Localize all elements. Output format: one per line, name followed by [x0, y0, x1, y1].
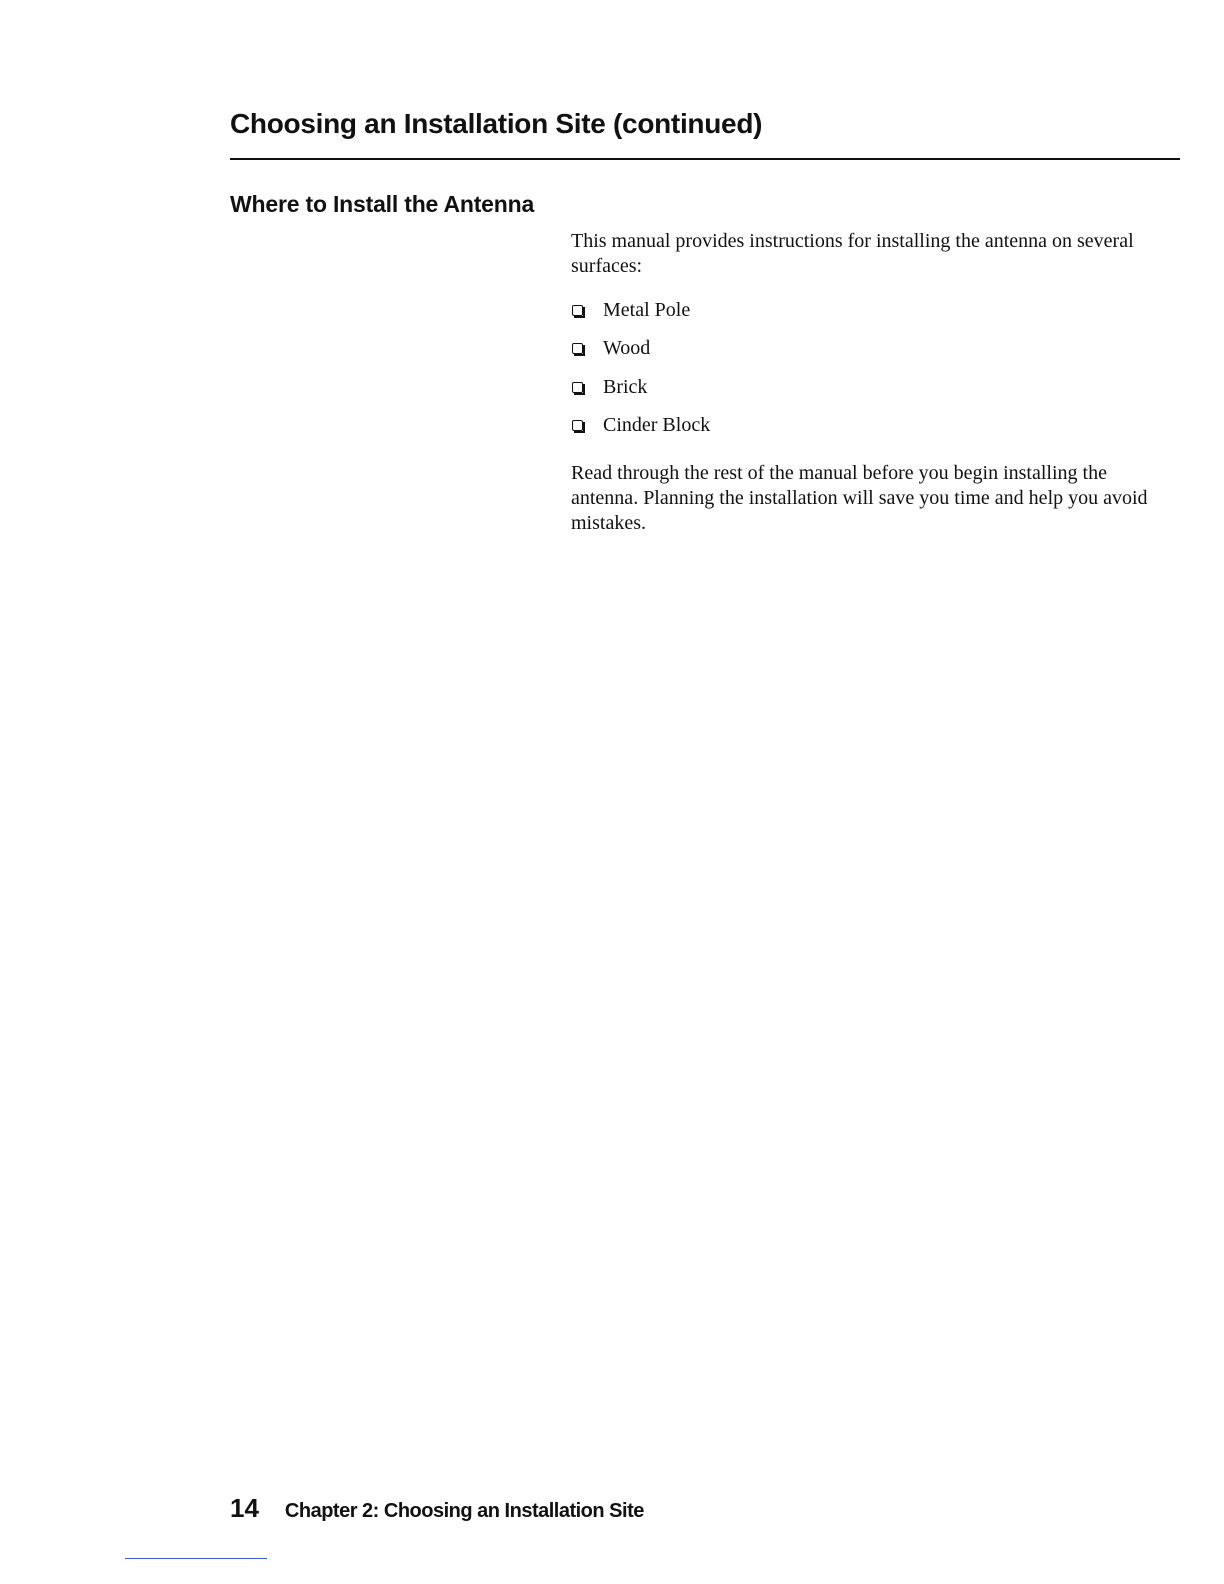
checkbox-icon	[572, 343, 583, 354]
closing-paragraph: Read through the rest of the manual before you begin installing the antenna. Planning the installation will save you time and help you avoid mistakes.	[571, 462, 1148, 534]
page-number: 14	[230, 1493, 259, 1523]
list-item	[571, 368, 1171, 407]
checkbox-icon	[572, 420, 583, 431]
checkbox-icon	[572, 382, 583, 393]
list-item-label: Brick	[603, 375, 648, 398]
checkbox-icon	[572, 305, 583, 316]
chapter-title: Chapter 2: Choosing an Installation Site	[284, 1500, 644, 1522]
page-footer	[230, 1493, 644, 1524]
list-item	[571, 291, 1171, 330]
surface-list	[571, 291, 1171, 445]
list-item-label: Wood	[603, 337, 651, 360]
list-item-label: Cinder Block	[603, 414, 711, 437]
list-item-label: Metal Pole	[603, 298, 691, 321]
intro-paragraph: This manual provides instructions for installing the antenna on several surfaces:	[571, 230, 1134, 277]
list-item	[571, 407, 1171, 446]
section-heading: Where to Install the Antenna	[230, 191, 535, 217]
page-title: Choosing an Installation Site (continued)	[230, 108, 763, 139]
scan-artifact-line	[125, 1558, 267, 1559]
body-column	[571, 229, 1171, 536]
list-item	[571, 330, 1171, 369]
title-rule	[230, 158, 1180, 160]
